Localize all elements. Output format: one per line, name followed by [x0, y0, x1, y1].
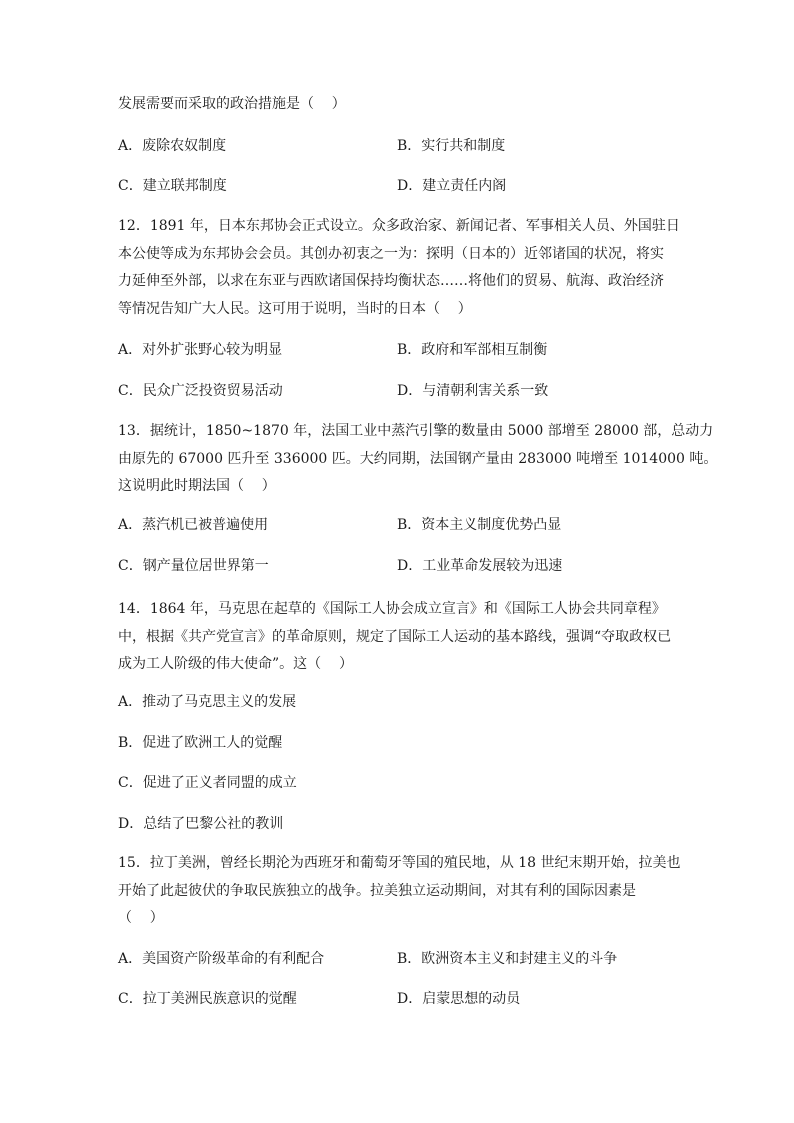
- q14-option-d[interactable]: D．总结了巴黎公社的教训: [118, 816, 284, 832]
- q11-option-b[interactable]: B．实行共和制度: [397, 138, 506, 154]
- q12-stem-line-4: 等情况告知广大人民。这可用于说明，当时的日本（ ）: [118, 301, 472, 317]
- q12-option-b[interactable]: B．政府和军部相互制衡: [397, 342, 548, 358]
- q12-stem-line-2: 本公使等成为东邦协会会员。其创办初衷之一为：探明（日本的）近邻诸国的状况，将实: [118, 246, 664, 262]
- q14-option-b[interactable]: B．促进了欧洲工人的觉醒: [118, 735, 283, 751]
- q13-option-a[interactable]: A．蒸汽机已被普遍使用: [118, 517, 269, 533]
- q14-option-c[interactable]: C．促进了正义者同盟的成立: [118, 775, 297, 791]
- q11-option-d[interactable]: D．建立责任内阁: [397, 178, 507, 194]
- q15-option-b[interactable]: B．欧洲资本主义和封建主义的斗争: [397, 951, 618, 967]
- q13-stem-line-3: 这说明此时期法国（ ）: [118, 478, 276, 494]
- q12-stem-line-1: 12．1891 年，日本东邦协会正式设立。众多政治家、新闻记者、军事相关人员、外国驻日: [118, 218, 680, 234]
- q11-option-a[interactable]: A．废除农奴制度: [118, 138, 227, 154]
- q13-option-d[interactable]: D．工业革命发展较为迅速: [397, 558, 563, 574]
- q14-stem-line-3: 成为工人阶级的伟大使命”。这（ ）: [118, 656, 353, 672]
- q15-stem-line-2: 开始了此起彼伏的争取民族独立的战争。拉美独立运动期间，对其有利的国际因素是: [118, 883, 636, 899]
- q13-option-c[interactable]: C．钢产量位居世界第一: [118, 558, 269, 574]
- q12-stem-line-3: 力延伸至外部，以求在东亚与西欧诸国保持均衡状态……将他们的贸易、航海、政治经济: [118, 273, 664, 289]
- q11-option-c[interactable]: C．建立联邦制度: [118, 178, 227, 194]
- q13-stem-line-2: 由原先的 67000 匹升至 336000 匹。大约同期，法国钢产量由 283000 吨增至 1014000 吨。: [118, 451, 718, 467]
- q13-option-b[interactable]: B．资本主义制度优势凸显: [397, 517, 562, 533]
- q13-stem-line-1: 13．据统计，1850~1870 年，法国工业中蒸汽引擎的数量由 5000 部增至 28000 部，总动力: [118, 423, 714, 439]
- q14-stem-line-1: 14．1864 年，马克思在起草的《国际工人协会成立宣言》和《国际工人协会共同章程》: [118, 601, 666, 617]
- q15-option-a[interactable]: A．美国资产阶级革命的有利配合: [118, 951, 325, 967]
- q12-option-a[interactable]: A．对外扩张野心较为明显: [118, 342, 283, 358]
- q15-option-c[interactable]: C．拉丁美洲民族意识的觉醒: [118, 991, 297, 1007]
- q14-stem-line-2: 中，根据《共产党宣言》的革命原则，规定了国际工人运动的基本路线，强调“夺取政权已: [118, 629, 672, 645]
- q11-stem-tail: 发展需要而采取的政治措施是（ ）: [118, 96, 346, 112]
- q15-stem-line-3: （ ）: [118, 910, 164, 926]
- q15-option-d[interactable]: D．启蒙思想的动员: [397, 991, 521, 1007]
- q15-stem-line-1: 15．拉丁美洲，曾经长期沦为西班牙和葡萄牙等国的殖民地，从 18 世纪末期开始，拉美也: [118, 855, 681, 871]
- q12-option-c[interactable]: C．民众广泛投资贸易活动: [118, 383, 283, 399]
- q14-option-a[interactable]: A．推动了马克思主义的发展: [118, 694, 297, 710]
- q12-option-d[interactable]: D．与清朝利害关系一致: [397, 383, 549, 399]
